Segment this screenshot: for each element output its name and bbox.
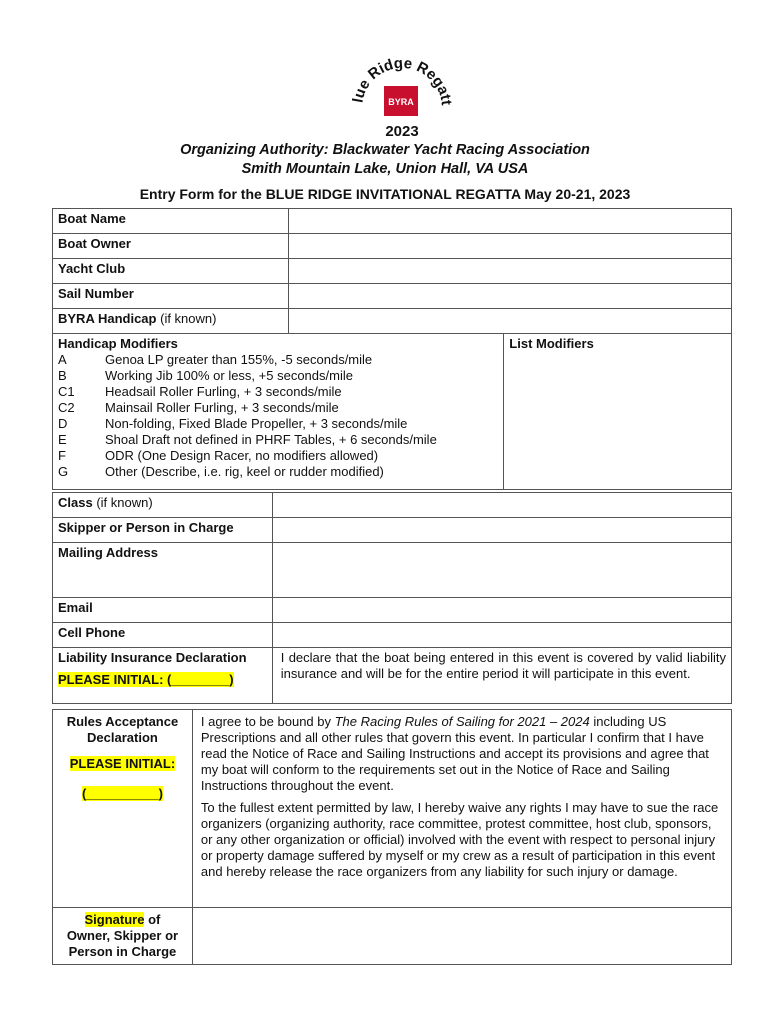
rules-label-2: Declaration bbox=[87, 730, 158, 745]
modifier-code: D bbox=[58, 416, 68, 431]
rules-initial: PLEASE INITIAL: bbox=[69, 756, 176, 771]
class-label: Class (if known) bbox=[53, 493, 273, 518]
list-modifiers-field[interactable] bbox=[504, 334, 732, 490]
liability-text: I declare that the boat being entered in this event is covered by valid liability insurance and will be for the entire period it will participate in this event. bbox=[272, 648, 731, 704]
modifiers-heading: Handicap Modifiers bbox=[58, 336, 178, 351]
email-label: Email bbox=[53, 598, 273, 623]
handicap-field[interactable] bbox=[288, 309, 731, 334]
modifier-item bbox=[58, 400, 437, 416]
rules-label-cell bbox=[53, 710, 193, 908]
modifier-text: Shoal Draft not defined in PHRF Tables, + 6 seconds/mile bbox=[105, 432, 437, 447]
class-field[interactable] bbox=[272, 493, 731, 518]
liability-label: Liability Insurance Declaration bbox=[58, 650, 247, 665]
org-line-1: Organizing Authority: Blackwater Yacht Racing Association bbox=[180, 142, 590, 158]
modifier-item bbox=[58, 464, 437, 480]
modifier-item bbox=[58, 384, 437, 400]
skipper-field[interactable] bbox=[272, 518, 731, 543]
modifier-code: A bbox=[58, 352, 67, 367]
cell-phone-label: Cell Phone bbox=[53, 623, 273, 648]
logo-arc-text: ue Ridge Rega bbox=[352, 54, 452, 101]
modifier-text: Genoa LP greater than 155%, -5 seconds/mile bbox=[105, 352, 373, 367]
mailing-address-label: Mailing Address bbox=[53, 543, 273, 598]
handicap-label: BYRA Handicap (if known) bbox=[53, 309, 289, 334]
modifier-text: Headsail Roller Furling, + 3 seconds/mile bbox=[105, 384, 342, 399]
modifier-text: ODR (One Design Racer, no modifiers allowed) bbox=[105, 448, 379, 463]
org-line-2: Smith Mountain Lake, Union Hall, VA USA bbox=[241, 161, 529, 177]
sail-number-label: Sail Number bbox=[53, 284, 289, 309]
cell-phone-field[interactable] bbox=[272, 623, 731, 648]
modifier-code: C2 bbox=[58, 400, 75, 415]
rules-paragraph-1: I agree to be bound by The Racing Rules of Sailing for 2021 – 2024 including US Prescriptions and all other rules that govern this event. In particular I confirm that I have read the Notice of Race and Sailing Instructions and accept its provisions and agree that my boat will conform to the requirements set out in the Notice of Race and Sailing Instructions throughout the event. bbox=[200, 714, 709, 793]
rules-paragraph-2: To the fullest extent permitted by law, I hereby waive any rights I may have to sue the race organizers (organizing authority, race committee, protest committee, host club, sponsors, or any other organization or official) involved with the event with respect to personal injury or property damage suffered by myself or my crew as a result of participation in this event and hereby release the race organizers from any liability for such injury or damage. bbox=[200, 800, 719, 879]
rules-text-cell bbox=[192, 710, 731, 908]
skipper-info-table bbox=[52, 492, 732, 704]
modifier-code: C1 bbox=[58, 384, 75, 399]
yacht-club-label: Yacht Club bbox=[53, 259, 289, 284]
yacht-club-field[interactable] bbox=[288, 259, 731, 284]
regatta-logo bbox=[352, 50, 452, 142]
logo-badge-text: BYRA bbox=[388, 97, 414, 107]
rules-initial-blank[interactable]: (__________) bbox=[81, 786, 163, 801]
rules-label-1: Rules Acceptance bbox=[66, 714, 179, 729]
modifier-code: B bbox=[58, 368, 67, 383]
modifier-code: F bbox=[58, 448, 66, 463]
boat-owner-label: Boat Owner bbox=[53, 234, 289, 259]
modifier-text: Other (Describe, i.e. rig, keel or rudder modified) bbox=[105, 464, 384, 479]
list-modifiers-heading: List Modifiers bbox=[509, 336, 594, 351]
form-title: Entry Form for the BLUE RIDGE INVITATIONAL REGATTA May 20-21, 2023 bbox=[139, 186, 631, 202]
boat-info-table bbox=[52, 208, 732, 490]
modifier-item bbox=[58, 432, 437, 448]
liability-initial[interactable]: PLEASE INITIAL: (________) bbox=[58, 672, 234, 687]
modifier-text: Working Jib 100% or less, +5 seconds/mile bbox=[105, 368, 353, 383]
modifier-text: Non-folding, Fixed Blade Propeller, + 3 seconds/mile bbox=[105, 416, 408, 431]
modifier-item bbox=[58, 416, 437, 432]
boat-owner-field[interactable] bbox=[288, 234, 731, 259]
rules-table bbox=[52, 709, 732, 965]
modifier-item bbox=[58, 448, 437, 464]
modifier-text: Mainsail Roller Furling, + 3 seconds/mile bbox=[105, 400, 339, 415]
sail-number-field[interactable] bbox=[288, 284, 731, 309]
handicap-modifiers-cell bbox=[53, 334, 504, 490]
modifier-code: G bbox=[58, 464, 69, 479]
email-field[interactable] bbox=[272, 598, 731, 623]
liability-label-cell bbox=[53, 648, 273, 704]
skipper-label: Skipper or Person in Charge bbox=[53, 518, 273, 543]
signature-field[interactable] bbox=[192, 908, 731, 965]
modifier-item bbox=[58, 352, 437, 368]
modifiers-list bbox=[58, 352, 437, 480]
boat-name-label: Boat Name bbox=[53, 209, 289, 234]
logo-year: 2023 bbox=[385, 123, 419, 140]
signature-label: Signature of Owner, Skipper or Person in Charge bbox=[53, 908, 193, 965]
boat-name-field[interactable] bbox=[288, 209, 731, 234]
mailing-address-field[interactable] bbox=[272, 543, 731, 598]
modifier-code: E bbox=[58, 432, 67, 447]
modifier-item bbox=[58, 368, 437, 384]
